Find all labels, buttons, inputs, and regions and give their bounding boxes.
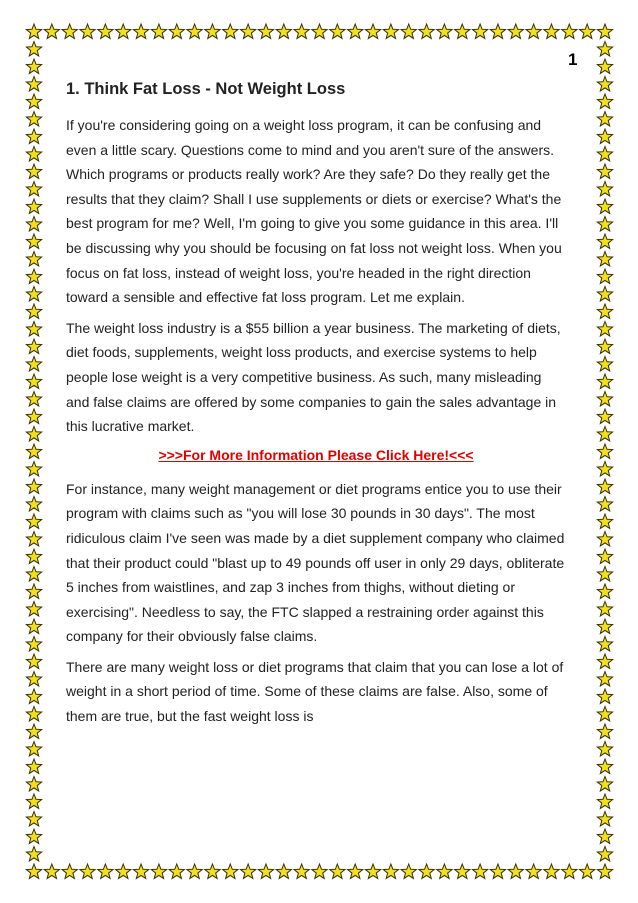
star-icon: [26, 392, 41, 406]
star-icon: [597, 724, 612, 738]
star-icon: [597, 182, 612, 196]
star-icon: [597, 689, 612, 703]
star-icon: [472, 864, 487, 878]
star-icon: [544, 864, 559, 878]
star-icon: [597, 269, 612, 283]
star-icon: [26, 479, 41, 493]
star-icon: [580, 864, 595, 878]
star-icon: [26, 59, 41, 73]
star-icon: [26, 497, 41, 511]
star-icon: [276, 864, 291, 878]
star-icon: [419, 24, 434, 38]
star-icon: [26, 287, 41, 301]
star-icon: [26, 339, 41, 353]
star-icon: [26, 584, 41, 598]
star-icon: [205, 24, 220, 38]
star-icon: [597, 742, 612, 756]
star-icon: [98, 24, 113, 38]
star-icon: [133, 864, 148, 878]
star-icon: [597, 164, 612, 178]
star-icon: [26, 829, 41, 843]
star-icon: [330, 864, 345, 878]
star-icon: [597, 339, 612, 353]
star-icon: [26, 742, 41, 756]
star-icon: [187, 24, 202, 38]
star-icon: [526, 864, 541, 878]
star-icon: [597, 322, 612, 336]
star-icon: [223, 864, 238, 878]
star-icon: [597, 129, 612, 143]
star-icon: [597, 234, 612, 248]
star-icon: [455, 24, 470, 38]
star-icon: [419, 864, 434, 878]
star-icon: [26, 94, 41, 108]
star-icon: [597, 549, 612, 563]
star-icon: [508, 864, 523, 878]
star-icon: [26, 269, 41, 283]
star-icon: [26, 112, 41, 126]
star-icon: [26, 409, 41, 423]
star-icon: [26, 234, 41, 248]
star-icon: [348, 24, 363, 38]
star-icon: [26, 42, 41, 56]
star-icon: [26, 444, 41, 458]
star-icon: [597, 304, 612, 318]
star-icon: [508, 24, 523, 38]
star-icon: [597, 864, 612, 878]
star-icon: [383, 24, 398, 38]
star-icon: [116, 24, 131, 38]
star-icon: [526, 24, 541, 38]
paragraph-intro: If you're considering going on a weight loss program, it can be confusing and even a little scary. Questions come to mind and you aren't sure of the answers. Which programs or products really work? Are they safe? Do they really get the results that they claim? Shall I use supplements or diets or exercise? What's the best program for me? Well, I'm going to give you some guidance in this area. I'll be discussing why you should be focusing on fat loss not weight loss. When you focus on fat loss, instead of weight loss, you're headed in the right direction toward a sensible and effective fat loss program. Let me explain.: [66, 117, 562, 306]
star-icon: [98, 864, 113, 878]
star-icon: [26, 217, 41, 231]
star-icon: [383, 864, 398, 878]
more-info-link[interactable]: >>>For More Information Please Click Here!<<<: [158, 446, 474, 463]
star-icon: [62, 864, 77, 878]
star-icon: [597, 392, 612, 406]
star-icon: [169, 864, 184, 878]
star-icon: [26, 707, 41, 721]
star-icon: [562, 864, 577, 878]
star-icon: [258, 864, 273, 878]
star-icon: [26, 182, 41, 196]
star-icon: [455, 864, 470, 878]
star-icon: [597, 497, 612, 511]
paragraph-industry: The weight loss industry is a $55 billion a year business. The marketing of diets, diet foods, supplements, weight loss products, and exercise systems to help people lose weight is a very competitive business. As such, many misleading and false claims are offered by some companies to gain the sales advantage in this lucrative market.: [66, 319, 561, 435]
star-icon: [26, 462, 41, 476]
star-icon: [597, 619, 612, 633]
star-icon: [348, 864, 363, 878]
star-icon: [169, 24, 184, 38]
star-icon: [26, 357, 41, 371]
star-icon: [490, 24, 505, 38]
page-number: 1: [568, 50, 578, 69]
star-icon: [597, 427, 612, 441]
star-icon: [597, 357, 612, 371]
star-icon: [597, 112, 612, 126]
star-icon: [401, 864, 416, 878]
star-icon: [26, 724, 41, 738]
star-icon: [597, 794, 612, 808]
star-icon: [26, 812, 41, 826]
star-icon: [258, 24, 273, 38]
star-icon: [597, 59, 612, 73]
star-icon: [26, 637, 41, 651]
star-icon: [26, 549, 41, 563]
star-icon: [151, 24, 166, 38]
star-icon: [26, 252, 41, 266]
star-icon: [597, 77, 612, 91]
star-icon: [26, 847, 41, 861]
star-icon: [597, 444, 612, 458]
star-icon: [401, 24, 416, 38]
star-icon: [294, 864, 309, 878]
star-icon: [597, 409, 612, 423]
star-icon: [312, 24, 327, 38]
star-icon: [133, 24, 148, 38]
star-icon: [116, 864, 131, 878]
star-icon: [597, 847, 612, 861]
star-icon: [597, 812, 612, 826]
star-icon: [26, 864, 41, 878]
star-icon: [597, 252, 612, 266]
star-icon: [80, 24, 95, 38]
star-icon: [26, 304, 41, 318]
paragraph-claims: For instance, many weight management or diet programs entice you to use their program with claims such as "you will lose 30 pounds in 30 days". The most ridiculous claim I've seen was made by a diet supplement company who claimed that their product could "blast up to 49 pounds off user in only 29 days, obliterate 5 inches from waistlines, and zap 3 inches from thighs, without dieting or exercising". Needless to say, the FTC slapped a restraining order against this company for their obviously false claims.: [66, 480, 565, 645]
star-icon: [562, 24, 577, 38]
star-icon: [26, 24, 41, 38]
star-icon: [544, 24, 559, 38]
star-icon: [597, 759, 612, 773]
star-icon: [490, 864, 505, 878]
star-icon: [241, 864, 256, 878]
star-icon: [26, 199, 41, 213]
star-icon: [597, 479, 612, 493]
star-icon: [365, 24, 380, 38]
star-icon: [26, 619, 41, 633]
star-icon: [597, 637, 612, 651]
star-icon: [312, 864, 327, 878]
star-icon: [365, 864, 380, 878]
star-icon: [44, 864, 59, 878]
star-icon: [26, 129, 41, 143]
star-icon: [26, 77, 41, 91]
star-icon: [151, 864, 166, 878]
star-icon: [26, 532, 41, 546]
star-icon: [597, 777, 612, 791]
star-icon: [330, 24, 345, 38]
star-icon: [437, 24, 452, 38]
more-info-link-container: [66, 445, 566, 465]
star-icon: [26, 689, 41, 703]
star-icon: [80, 864, 95, 878]
star-icon: [241, 24, 256, 38]
star-icon: [187, 864, 202, 878]
star-icon: [276, 24, 291, 38]
star-icon: [597, 217, 612, 231]
star-icon: [437, 864, 452, 878]
star-icon: [597, 707, 612, 721]
star-icon: [26, 322, 41, 336]
star-icon: [26, 602, 41, 616]
star-icon: [44, 24, 59, 38]
star-icon: [597, 147, 612, 161]
star-icon: [597, 94, 612, 108]
star-icon: [472, 24, 487, 38]
star-icon: [26, 164, 41, 178]
star-icon: [205, 864, 220, 878]
star-icon: [26, 654, 41, 668]
star-icon: [597, 514, 612, 528]
star-icon: [26, 567, 41, 581]
paragraph-fast-loss: There are many weight loss or diet programs that claim that you can lose a lot of weight in a short period of time. Some of these claims are false. Also, some of them are true, but the fast weight loss is: [66, 658, 564, 725]
document-body: [66, 80, 566, 735]
star-icon: [597, 287, 612, 301]
star-icon: [597, 829, 612, 843]
star-icon: [223, 24, 238, 38]
star-icon: [294, 24, 309, 38]
star-icon: [597, 24, 612, 38]
star-icon: [26, 759, 41, 773]
star-icon: [597, 654, 612, 668]
star-icon: [597, 567, 612, 581]
star-icon: [597, 602, 612, 616]
star-icon: [26, 794, 41, 808]
star-icon: [597, 462, 612, 476]
star-icon: [597, 532, 612, 546]
star-icon: [26, 672, 41, 686]
star-icon: [597, 374, 612, 388]
star-icon: [26, 777, 41, 791]
section-heading: 1. Think Fat Loss - Not Weight Loss: [66, 80, 346, 98]
star-icon: [597, 584, 612, 598]
star-icon: [26, 147, 41, 161]
star-icon: [26, 374, 41, 388]
star-icon: [597, 42, 612, 56]
star-icon: [62, 24, 77, 38]
star-icon: [26, 514, 41, 528]
star-icon: [580, 24, 595, 38]
star-icon: [597, 199, 612, 213]
star-icon: [597, 672, 612, 686]
star-icon: [26, 427, 41, 441]
